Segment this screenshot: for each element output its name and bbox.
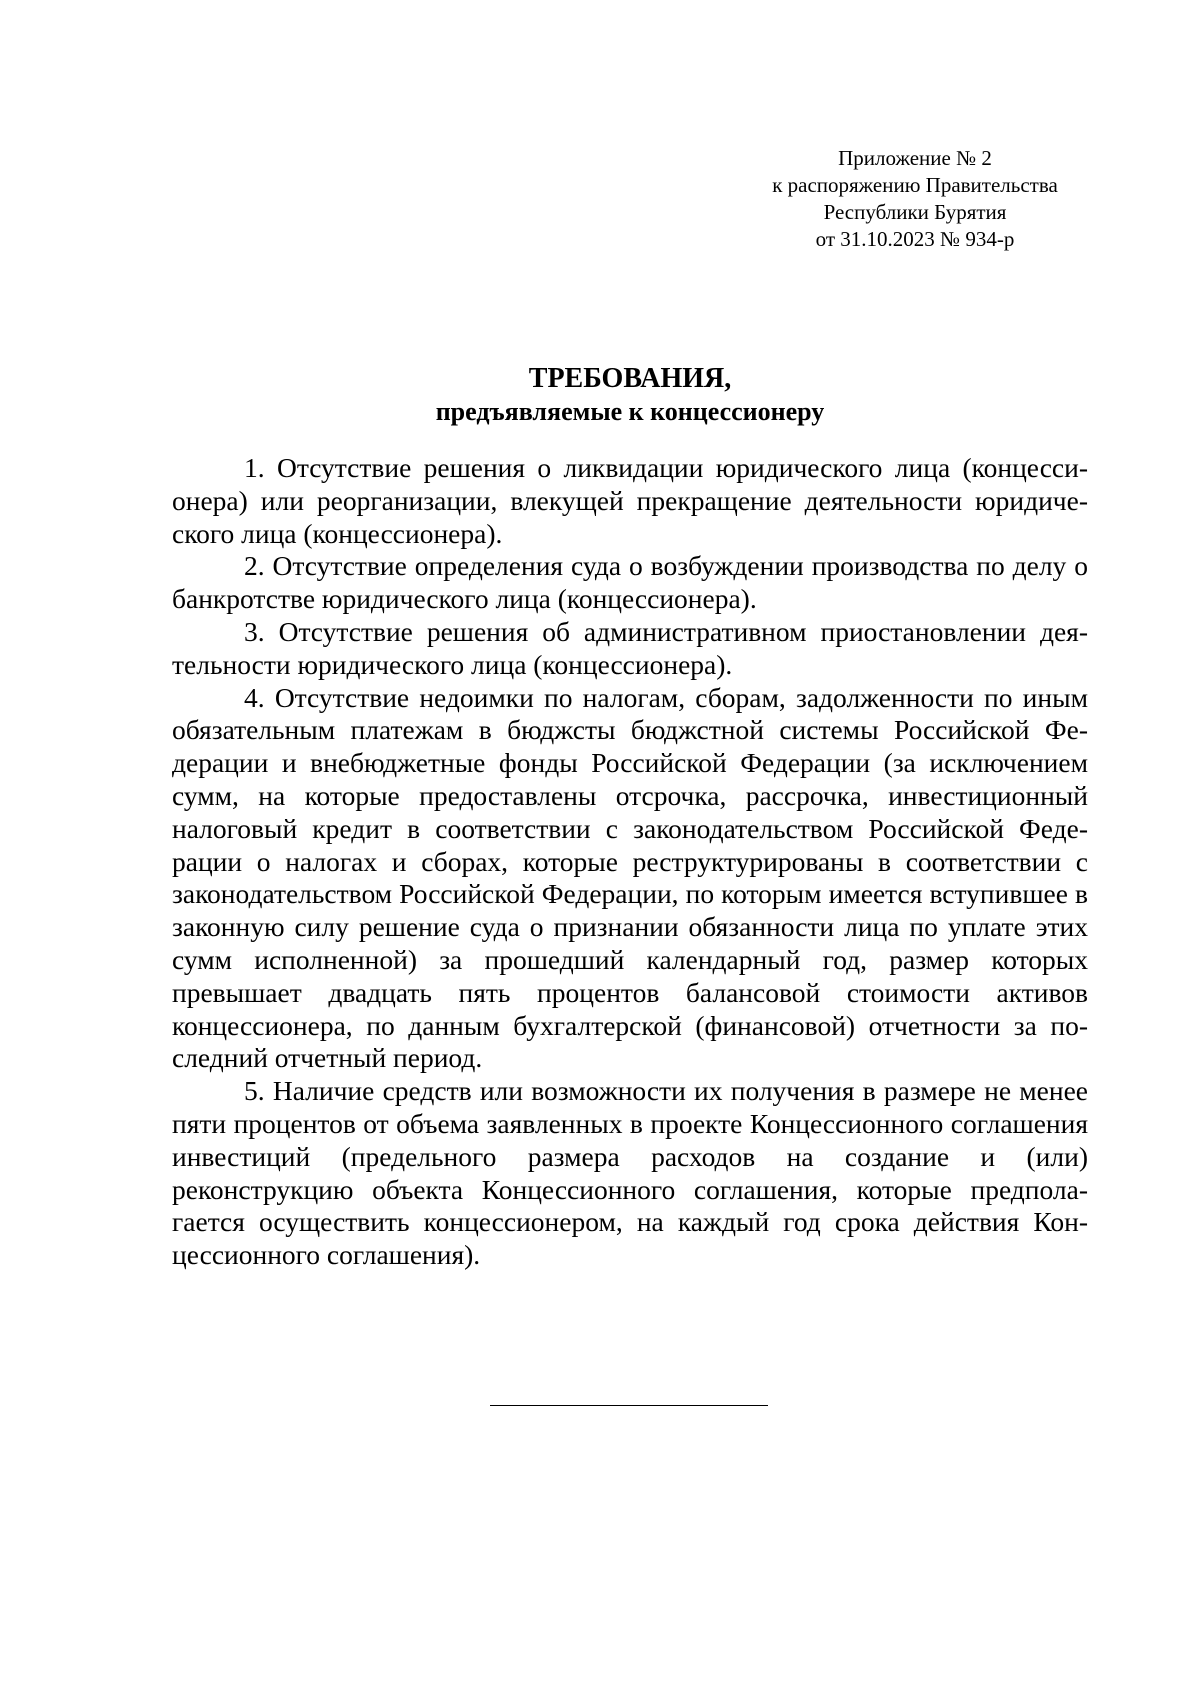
appendix-reference (735, 145, 1095, 253)
document-title: ТРЕБОВАНИЯ, (528, 363, 732, 394)
requirement-item-1: 1. Отсутствие решения о ликвидации юридического лица (концессионера) или реорганизации, влекущей прекращение деятельности юридического лица (концессионера). (172, 452, 1088, 549)
appendix-republic: Республики Бурятия (823, 200, 1007, 224)
appendix-date-number: от 31.10.2023 № 934-р (815, 227, 1015, 251)
requirement-item-5: 5. Наличие средств или возможности их получения в размере не менее пяти процентов от объема заявленных в проекте Концессионного соглашения инвестиций (предельного размера расходов на создание и (или) реконструкцию объекта Концессионного соглашения, которые предполагается осуществить концессионером, на каждый год срока действия Концессионного соглашения). (172, 1075, 1088, 1271)
document-heading (160, 362, 1100, 428)
requirements-list (172, 452, 1088, 1272)
document-subtitle: предъявляемые к концессионеру (435, 397, 825, 426)
appendix-order-ref: к распоряжению Правительства (772, 173, 1058, 197)
appendix-number: Приложение № 2 (838, 146, 992, 170)
requirement-item-3: 3. Отсутствие решения об административном приостановлении деятельности юридического лица (концессионера). (172, 615, 1088, 680)
requirement-item-2: 2. Отсутствие определения суда о возбуждении производства по делу о банкротстве юридического лица (концессионера). (172, 550, 1088, 615)
end-of-document-rule (490, 1405, 768, 1406)
requirement-item-4: 4. Отсутствие недоимки по налогам, сборам, задолженности по иным обязательным платежам в бюджсты бюджстной системы Российской Федерации и внебюджетные фонды Российской Федерации (за исключением сумм, на которые предоставлены отсрочка, рассрочка, инвестиционный налоговый кредит в соответствии с законодательством Российской Федерации о налогах и сборах, которые реструктурированы в соответствии с законодательством Российской Федерации, по которым имеется вступившее в законную силу решение суда о признании обязанности лица по уплате этих сумм исполненной) за прошедший календарный год, размер которых превышает двадцать пять процентов балансовой стоимости активов концессионера, по данным бухгалтерской (финансовой) отчетности за последний отчетный период. (172, 681, 1088, 1074)
